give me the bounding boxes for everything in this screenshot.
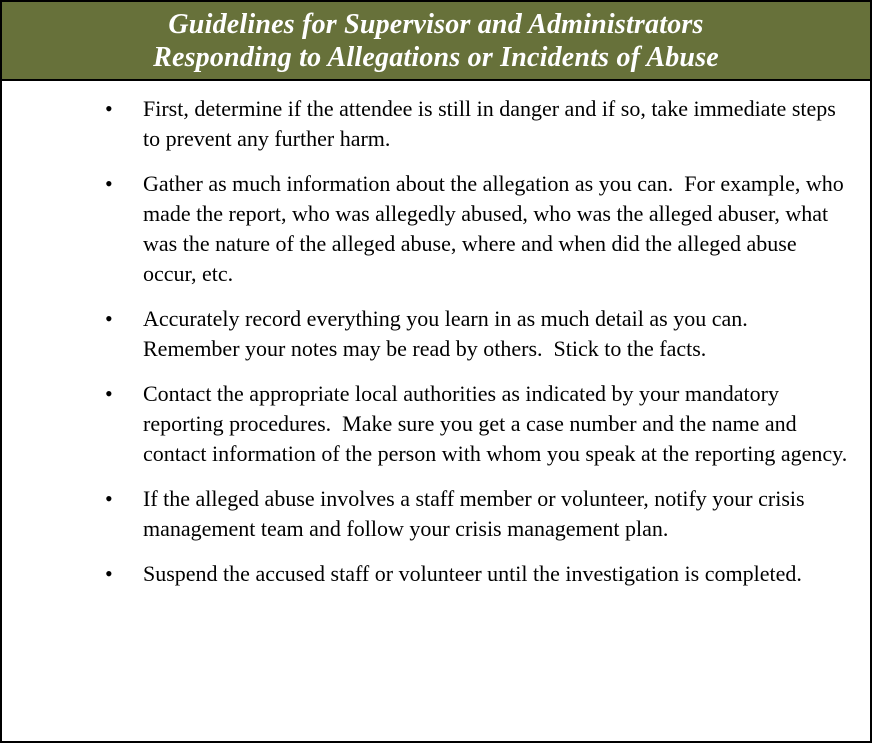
bullet-icon: • — [105, 171, 113, 196]
list-item-text: Gather as much information about the allegation as you can. For example, who made the report, who was allegedly abused, who was the alleged abuser, what was the nature of the alleged abuse, where and when did the alleged abuse occur, etc. — [143, 171, 850, 286]
bullet-icon: • — [105, 561, 113, 586]
list-item — [105, 379, 852, 469]
title-line-1: Guidelines for Supervisor and Administrators — [168, 9, 704, 40]
bullet-icon: • — [105, 96, 113, 121]
list-item — [105, 304, 852, 364]
bullet-icon: • — [105, 381, 113, 406]
list-item — [105, 484, 852, 544]
bullet-list — [105, 94, 852, 589]
bullet-icon: • — [105, 306, 113, 331]
list-item — [105, 94, 852, 154]
list-item-text: Suspend the accused staff or volunteer until the investigation is completed. — [143, 561, 802, 586]
title-line-2: Responding to Allegations or Incidents of Abuse — [153, 42, 719, 73]
list-item-text: If the alleged abuse involves a staff member or volunteer, notify your crisis management team and follow your crisis management plan. — [143, 486, 811, 541]
bullet-icon: • — [105, 486, 113, 511]
list-item-text: Contact the appropriate local authorities as indicated by your mandatory reporting procedures. Make sure you get a case number and the name and contact information of the person with whom you speak at the reporting agency. — [143, 381, 848, 466]
document-title-bar — [2, 2, 870, 81]
list-item — [105, 559, 852, 589]
list-item-text: First, determine if the attendee is still in danger and if so, take immediate steps to prevent any further harm. — [143, 96, 842, 151]
list-item — [105, 169, 852, 289]
document-body — [2, 81, 870, 589]
list-item-text: Accurately record everything you learn in as much detail as you can. Remember your notes may be read by others. Stick to the facts. — [143, 306, 759, 361]
